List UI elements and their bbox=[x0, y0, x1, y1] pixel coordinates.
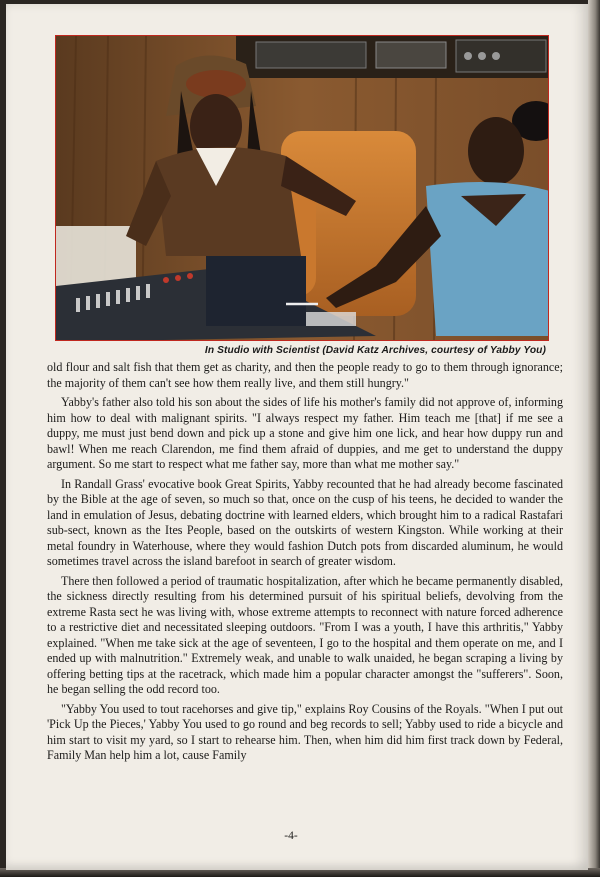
paragraph: There then followed a period of traumatic hospitalization, after which he became permanently disabled, the sickness directly resulting from his determined pursuit of his spiritual beliefs, devolving from the extreme Rasta sect he was living with, whose extreme attempts to reconnect with nature forced adherence to a restrictive diet and necessitated sleeping outdoors. "From I was a youth, I have this arthritis," Yabby explained. "When me take sick at the age of seventeen, I go to the hospital and them operate on me, and I ended up with malnutrition." Extremely weak, and unable to walk unaided, he began scraping a living by offering betting tips at the racetrack, which made him a popular character amongst the "sufferers". Soon, he began selling the odd record too. bbox=[47, 573, 563, 696]
paragraph: "Yabby You used to tout racehorses and give tip," explains Roy Cousins of the Royals. "When I put out 'Pick Up the Pieces,' Yabby You used to go round and beg records to sell; Yabby used to ride a bicycle and him start to visit my yard, so I start to rehearse him. Then, when him did him first track down by Federal, Family Man help him a lot, cause Family bbox=[47, 701, 563, 762]
article-body bbox=[47, 360, 563, 764]
studio-photo bbox=[55, 35, 549, 341]
paragraph: In Randall Grass' evocative book Great Spirits, Yabby recounted that he had already become fascinated by the Bible at the age of seven, so much so that, once on the cusp of his teens, he decided to wander the land in emulation of Jesus, debating doctrine with learned elders, which brought him to a radical Rastafari sub-sect, known as the Ites People, based on the outskirts of western Kingston. While working at their metal foundry in Waterhouse, where they would fashion Dutch pots from discarded aluminum, he would sometimes travel across the island barefoot in search of greater wisdom. bbox=[47, 476, 563, 568]
paragraph: Yabby's father also told his son about the sides of life his mother's family did not approve of, informing him how to deal with malignant spirits. "I always respect my father. Him teach me [that] if me see a duppy, me must just bend down and pick up a stone and give him one lick, and hear how duppy run and bawl! When me reach Clarendon, me find them afraid of duppies, and me get to understand the duppy argument. So me start to respect what me father say, more than what me mother say." bbox=[47, 395, 563, 471]
book-spine-shadow bbox=[588, 0, 600, 877]
paragraph: old flour and salt fish that them get as charity, and then the people ready to go to them through ignorance; the majority of them can't see how them really live, and them still hungry." bbox=[47, 360, 563, 390]
page-number: -4- bbox=[284, 830, 298, 842]
photo-caption: In Studio with Scientist (David Katz Archives, courtesy of Yabby You) bbox=[204, 345, 546, 356]
